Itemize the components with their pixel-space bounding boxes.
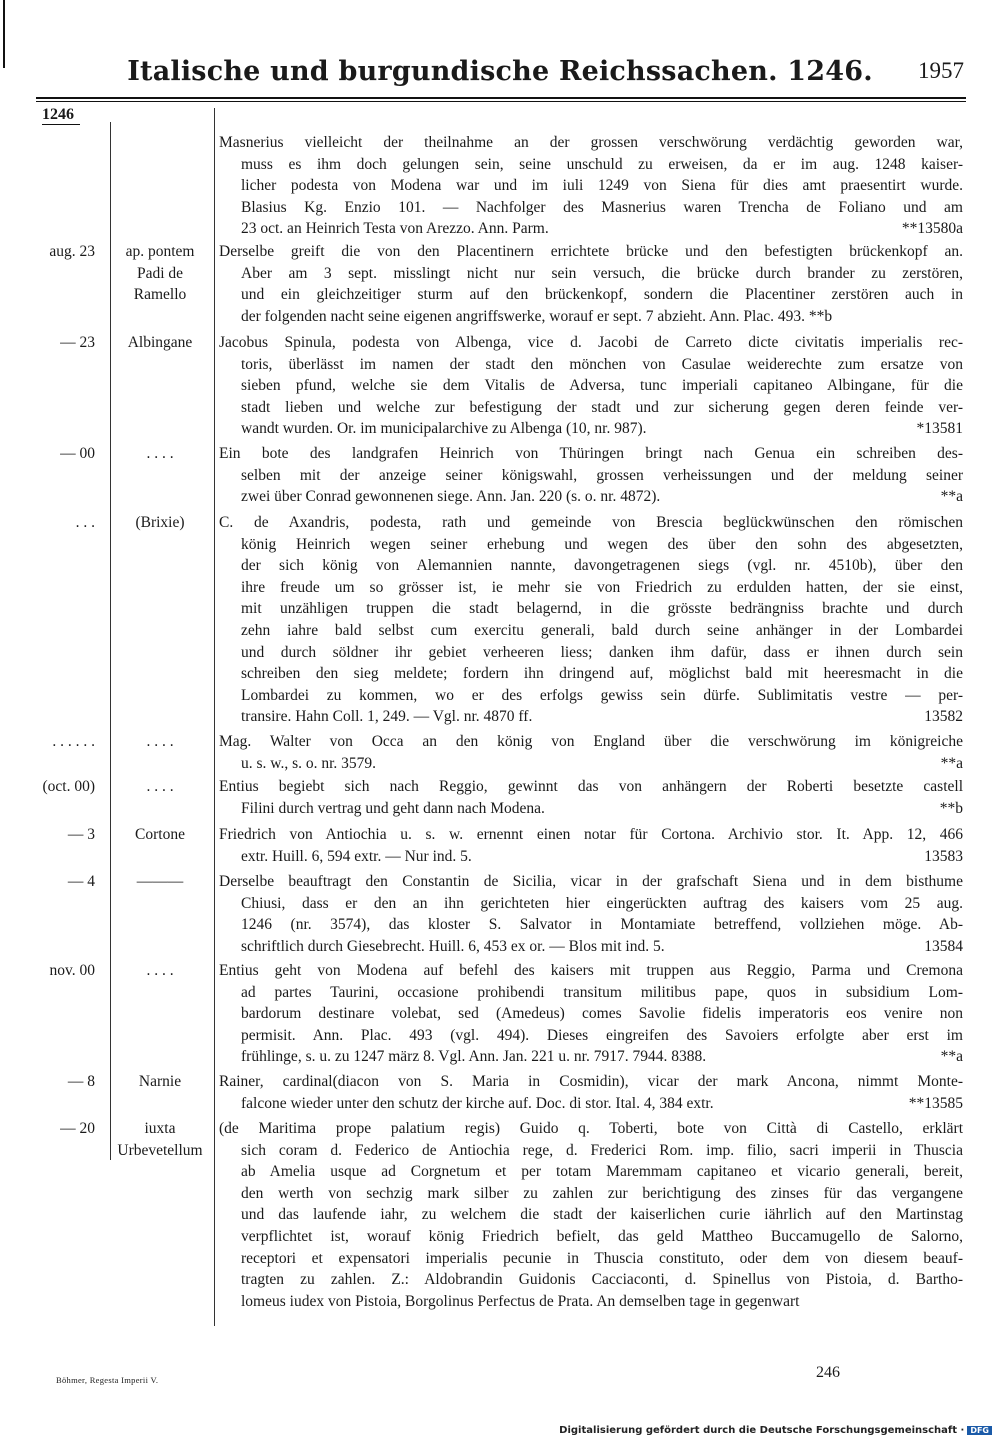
entry-line	[219, 284, 963, 306]
entry-date: . . .	[75, 514, 95, 531]
entry-line	[219, 332, 963, 354]
entry-line	[219, 798, 963, 820]
entry-line	[219, 1093, 963, 1115]
entry-line-text: ad partes Taurini, occasione prohibendi transitum militibus pape, quos in subsidium Lom-	[241, 983, 963, 1001]
entry-line	[219, 1161, 963, 1183]
entry-line	[219, 418, 963, 440]
entry-line	[219, 685, 963, 707]
entry-line-text: Jacobus Spinula, podesta von Albenga, vice d. Jacobi de Carreto dicte civitatis imperialis rec-	[219, 334, 963, 351]
entry-line-text: 1246 (nr. 3574), das kloster S. Salvator in Montamiate betreffend, vollziehen möge. Ab-	[241, 916, 963, 934]
entry-line	[219, 375, 963, 397]
dfg-funding-text: Digitalisierung gefördert durch die Deutsche Forschungsgemeinschaft ·	[559, 1425, 965, 1436]
entry-text	[219, 871, 963, 957]
entry-date: — 23	[60, 334, 95, 351]
entry-line-text: und das laufende iahr, zu welchem die stadt der kaiserlichen curie iährlich auf den Martinstag	[241, 1206, 963, 1224]
entry-line-text: extr. Huill. 6, 594 extr. — Nur ind. 5.	[241, 847, 472, 865]
entry-line	[219, 642, 963, 664]
entry-line-text: licher podesta von Modena war und im iuli 1249 von Siena für dies amt praesentirt wurde.	[241, 177, 963, 195]
entry-line-text: Rainer, cardinal(diacon von S. Maria in Cosmidin), vicar der mark Ancona, nimmt Monte-	[219, 1073, 963, 1090]
entry-line-text: muss es ihm doch gelungen sein, seine unschuld zu erweisen, da er im aug. 1248 kaiser-	[241, 155, 963, 173]
register-number: **b	[939, 799, 963, 817]
entry-line-text: 23 oct. an Heinrich Testa von Arezzo. Ann. Parm.	[241, 220, 549, 238]
entry-line-text: Chiusi, dass er den an ihn gerichteten hier eingerückten auftrag des kaisers vom 25 aug.	[241, 894, 963, 912]
entry-line-text: sich coram d. Federico de Antiochia rege, d. Frederici Rom. imp. filio, sacri imperii in Thuscia	[241, 1141, 963, 1159]
entry-line-text: den werth von sechzig mark silber zu zahlen zur berichtigung des zinses für das vergangene	[241, 1184, 963, 1202]
entry-line-text: stadt lieben und welche zur befestigung der stadt und zur sicherung gegen deren feinde ver-	[241, 398, 963, 416]
entry-line	[219, 1025, 963, 1047]
register-number: 13583	[924, 847, 963, 865]
entry-text	[219, 824, 963, 867]
entry-date: . . . . . .	[52, 733, 95, 750]
entry-line-text: (de Maritima prope palatium regis) Guido q. Toberti, bote von Città di Castello, erklärt	[219, 1120, 963, 1137]
entry-line-text: verpflichtet ist, worauf könig Friedrich befielt, das geld Mattheo Buccamugello de Salorno,	[241, 1227, 963, 1245]
entry-line	[219, 753, 963, 775]
entry-line-text: permisit. Ann. Plac. 493 (vgl. 494). Dieses eingreifen des Savoiers erfolgte aber erst im	[241, 1026, 963, 1044]
register-number: **a	[940, 1048, 963, 1066]
entry-line-text: und ein gleichzeitiger sturm auf den brückenkopf, sondern die Placentiner zerstören auch in	[241, 286, 963, 304]
entry-line-text: mit unzähligen truppen die stadt belagernd, in die grösste bedrängniss brachte und durch	[241, 600, 963, 618]
entry-line-text: schriftlich durch Giesebrecht. Huill. 6, 453 ex or. — Blos mit ind. 5.	[241, 937, 665, 955]
entry-line	[219, 914, 963, 936]
entry-line	[219, 132, 963, 154]
register-number: **13585	[908, 1094, 963, 1112]
entry-line-text: Masnerius vielleicht der theilnahme an der grossen verschwörung verdächtig geworden war,	[219, 134, 963, 151]
register-number: 13584	[924, 937, 963, 955]
entry-line	[219, 1003, 963, 1025]
entry-line-text: könig Heinrich wegen seiner erhebung und wegen des über den sohn des abgesetzten,	[241, 535, 963, 553]
entry-line	[219, 776, 963, 798]
entry-line	[219, 846, 963, 868]
entry-line	[219, 397, 963, 419]
entry-line	[219, 512, 963, 534]
entry-line	[219, 218, 963, 240]
entry-line	[219, 1269, 963, 1291]
entry-line	[219, 1118, 963, 1140]
entry-line-text: Friedrich von Antiochia u. s. w. ernennt einen notar für Cortona. Archivio stor. It. App. 12, 466	[219, 826, 963, 843]
entry-line-text: Entius begiebt sich nach Reggio, gewinnt das von anhängern der Roberti besetzte castell	[219, 778, 963, 795]
register-number: **a	[940, 754, 963, 772]
entry-line-text: C. de Axandris, podesta, rath und gemeinde von Brescia beglückwünschen den römischen	[219, 514, 963, 531]
entry-line-text: tragten zu zahlen. Z.: Aldobrandin Guidonis Cacciaconti, d. Spinellus von Pistoia, d. Bartho-	[241, 1271, 963, 1289]
entry-line-text: ihre freude um so grösser ist, ie mehr sie von Friedrich zu erdulden hatten, der sie einst,	[241, 578, 963, 596]
entry-place: . . . .	[146, 962, 174, 979]
entry-place: Albingane	[127, 334, 193, 351]
entry-line	[219, 534, 963, 556]
entry-place: ———	[136, 873, 184, 890]
entry-line	[219, 241, 963, 263]
entry-date: nov. 00	[49, 962, 95, 979]
entry-line	[219, 555, 963, 577]
entry-line-text: toris, überlässt im namen der stadt den mönchen von Casulae weiderechte zum ersatze von	[241, 355, 963, 373]
entry-line	[219, 871, 963, 893]
page-number: 1957	[918, 58, 964, 83]
entry-line-text: transire. Hahn Coll. 1, 249. — Vgl. nr. 4870 ff.	[241, 708, 533, 726]
entry-line	[219, 354, 963, 376]
entry-line	[219, 663, 963, 685]
entry-line	[219, 1226, 963, 1248]
entry-line-text: frühlinge, s. u. zu 1247 märz 8. Vgl. Ann. Jan. 221 u. nr. 7917. 7944. 8388.	[241, 1048, 707, 1066]
entry-text	[219, 1118, 963, 1312]
year-label: 1246	[42, 106, 80, 125]
entry-line	[219, 731, 963, 753]
entry-date: (oct. 00)	[42, 778, 95, 795]
entry-text	[219, 512, 963, 728]
entry-line-text: wandt wurden. Or. im municipalarchive zu Albenga (10, nr. 987).	[241, 420, 647, 438]
entry-place: . . . .	[146, 445, 174, 462]
entry-place: . . . .	[146, 733, 174, 750]
footer-signature: 246	[816, 1364, 840, 1381]
entry-text	[219, 1071, 963, 1114]
entry-line	[219, 1183, 963, 1205]
dfg-logo: DFG	[967, 1426, 992, 1435]
entry-line-text: Entius geht von Modena auf befehl des kaisers mit truppen aus Reggio, Parma und Cremona	[219, 962, 963, 979]
entry-place: Cortone	[135, 826, 185, 843]
entry-line-text: Blasius Kg. Enzio 101. — Nachfolger des Masnerius waren Trencha de Foliano und am	[241, 198, 963, 216]
footer-source: Böhmer, Regesta Imperii V.	[56, 1375, 159, 1385]
entry-text	[219, 731, 963, 774]
entry-line-text: und durch söldner ihr gebiet verheeren liess; danken ihm dafür, dass er ihnen durch sein	[241, 643, 963, 661]
running-title: Italische und burgundische Reichssachen. 1246.	[127, 56, 873, 87]
entry-line-text: Derselbe beauftragt den Constantin de Sicilia, vicar in der grafschaft Siena und in dem bisthume	[219, 873, 963, 890]
entry-line	[219, 1291, 963, 1313]
register-number: 13582	[924, 708, 963, 726]
entry-line	[219, 936, 963, 958]
entry-line	[219, 465, 963, 487]
entry-line-text: falcone wieder unter den schutz der kirche auf. Doc. di stor. Ital. 4, 384 extr.	[241, 1094, 714, 1112]
entry-line-text: der folgenden nacht seine eigenen angriffswerke, worauf er sept. 7 abzieht. Ann. Plac. 493. **b	[241, 307, 833, 325]
entry-line-text: ab Amelia usque ad Corgnetum et per totam Maremmam capitaneo et vicario generali, bereit,	[241, 1163, 963, 1181]
entry-line	[219, 706, 963, 728]
entry-date: aug. 23	[49, 243, 95, 260]
register-number: **13580a	[901, 220, 963, 238]
entry-line-text: selben mit der anzeige seiner königswahl, grossen verheissungen und der meldung seiner	[241, 466, 963, 484]
entry-line	[219, 306, 963, 328]
entry-line-text: Ein bote des landgrafen Heinrich von Thüringen bringt nach Genua ein schreiben des-	[219, 445, 963, 462]
entry-line	[219, 154, 963, 176]
register-number: **a	[940, 488, 963, 506]
entry-line	[219, 824, 963, 846]
entry-line-text: zehn iahre bald selbst cum exercitu generali, bald durch seine anhänger in der Lombardei	[241, 621, 963, 639]
entry-line-text: lomeus iudex von Pistoia, Borgolinus Perfectus de Prata. An demselben tage in gegenwart	[241, 1292, 800, 1310]
entry-line-text: der sich könig von Alemannien nannte, davongetragenen siegs (vgl. nr. 4510b), über den	[241, 557, 963, 575]
entry-text	[219, 960, 963, 1068]
dfg-funding-note	[559, 1425, 992, 1436]
entry-line	[219, 982, 963, 1004]
entry-line	[219, 263, 963, 285]
entry-place: iuxta Urbevetellum	[117, 1120, 203, 1159]
entry-line-text: Lombardei zu kommen, wo er des erfolgs gewiss sein dürfe. Sublimitatis vestre — per-	[241, 686, 963, 704]
entry-line-text: receptori et expensatori imperialis pecunie in Thuscia constituto, oder dem von diesem beauf-	[241, 1249, 963, 1267]
entry-line	[219, 960, 963, 982]
entry-text	[219, 332, 963, 440]
entry-line	[219, 1046, 963, 1068]
entry-place: . . . .	[146, 778, 174, 795]
entry-line-text: Aber am 3 sept. misslingt nicht nur sein versuch, die brücke durch brander zu zerstören,	[241, 264, 963, 282]
entry-line-text: Derselbe greift die von den Placentinern errichtete brücke und den befestigten brückenkopf an.	[219, 243, 963, 260]
entry-text	[219, 132, 963, 240]
entry-line	[219, 175, 963, 197]
entry-text	[219, 443, 963, 508]
entry-line	[219, 893, 963, 915]
entry-text	[219, 241, 963, 327]
entry-line-text: Mag. Walter von Occa an den könig von England über die verschwörung im königreiche	[219, 733, 963, 750]
entry-line-text: u. s. w., s. o. nr. 3579.	[241, 754, 377, 772]
entry-line	[219, 486, 963, 508]
entry-line-text: sieben pfund, welche sie dem Vitalis de Adversa, tunc imperiali capitaneo Albingane, für die	[241, 377, 963, 395]
entry-date: — 20	[60, 1120, 95, 1137]
entry-text	[219, 776, 963, 819]
entry-line	[219, 577, 963, 599]
entry-line-text: Filini durch vertrag und geht dann nach Modena.	[241, 799, 545, 817]
entry-date: — 4	[67, 873, 95, 890]
entry-date: — 00	[60, 445, 95, 462]
entry-place: Narnie	[138, 1073, 182, 1090]
entry-line	[219, 598, 963, 620]
entry-line	[219, 1140, 963, 1162]
entry-line-text: zwei über Conrad gewonnenen siege. Ann. Jan. 220 (s. o. nr. 4872).	[241, 488, 661, 506]
register-number: *13581	[916, 420, 963, 438]
entry-line	[219, 1071, 963, 1093]
entry-date: — 3	[67, 826, 95, 843]
entry-date: — 8	[67, 1073, 95, 1090]
entry-line	[219, 1204, 963, 1226]
entry-line	[219, 197, 963, 219]
entry-place: (Brixie)	[135, 514, 185, 531]
entry-line	[219, 443, 963, 465]
entry-line-text: schreiben den sieg meldete; fordern ihn dringend auf, möglichst bald mit heeresmacht in die	[241, 665, 963, 683]
entry-line	[219, 620, 963, 642]
entry-line	[219, 1248, 963, 1270]
entry-place: ap. pontem Padi de Ramello	[125, 243, 195, 304]
entry-line-text: bardorum destinare volebat, sed (Amedeus) comes Savolie fidelis imperatoris eos venire non	[241, 1005, 963, 1023]
